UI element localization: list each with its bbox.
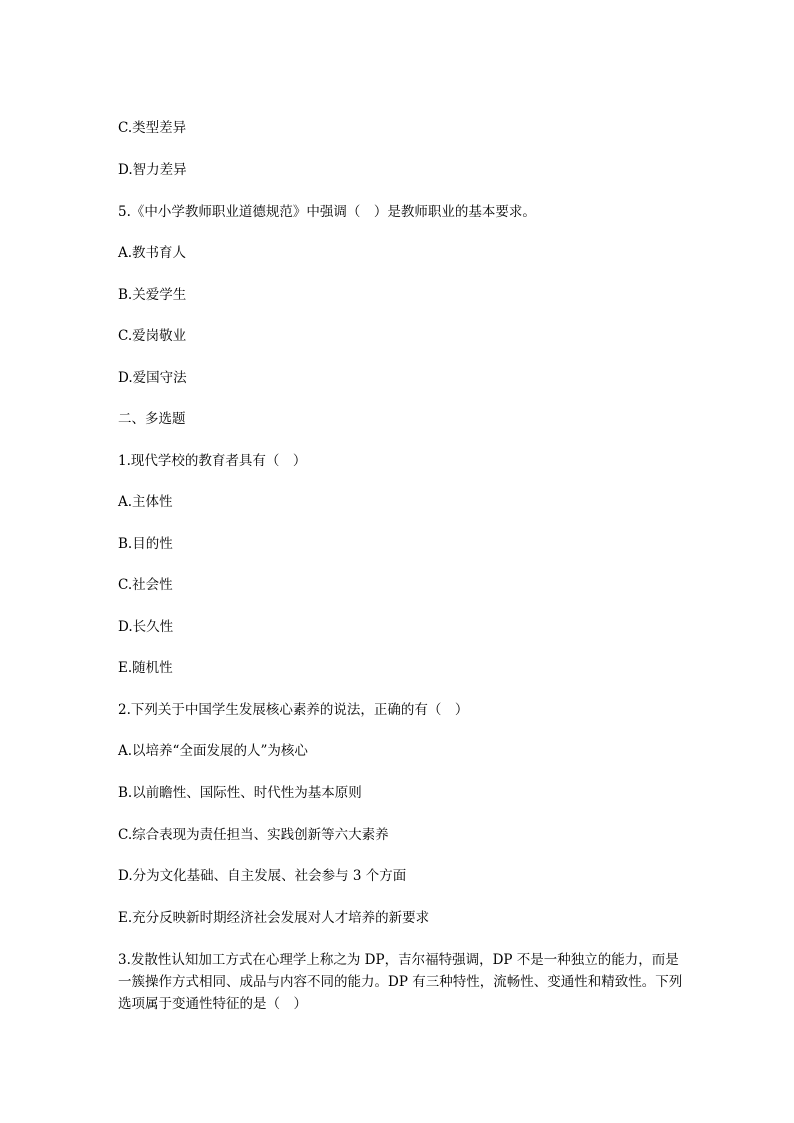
mc1-option-d: D.长久性 bbox=[118, 619, 174, 635]
mc2-option-d: D.分为文化基础、自主发展、社会参与 3 个方面 bbox=[118, 868, 407, 884]
mc1-option-e: E.随机性 bbox=[118, 660, 173, 676]
mc1-option-c: C.社会性 bbox=[118, 577, 173, 593]
mc1-option-a: A.主体性 bbox=[118, 494, 173, 510]
mc-question-3: 3.发散性认知加工方式在心理学上称之为 DP，吉尔福特强调，DP 不是一种独立的能力，而是一簇操作方式相同、成品与内容不同的能力。DP 有三种特性，流畅性、变通性和精致性。下列选项属于变通性特征的是（ ） bbox=[118, 952, 683, 1012]
mc-question-2: 2.下列关于中国学生发展核心素养的说法，正确的有（ ） bbox=[118, 702, 469, 718]
mc2-option-b: B.以前瞻性、国际性、时代性为基本原则 bbox=[118, 785, 362, 801]
option-d-line: D.智力差异 bbox=[118, 162, 187, 178]
section-heading-multiple-choice: 二、多选题 bbox=[118, 411, 186, 427]
mc2-option-c: C.综合表现为责任担当、实践创新等六大素养 bbox=[118, 827, 389, 843]
q5-option-a: A.教书育人 bbox=[118, 245, 187, 261]
q5-option-b: B.关爱学生 bbox=[118, 287, 187, 303]
mc2-option-a: A.以培养“全面发展的人”为核心 bbox=[118, 743, 308, 759]
mc-question-1: 1.现代学校的教育者具有（ ） bbox=[118, 453, 307, 469]
option-c-line: C.类型差异 bbox=[118, 120, 187, 136]
q5-option-d: D.爱国守法 bbox=[118, 370, 187, 386]
question-5: 5.《中小学教师职业道德规范》中强调（ ）是教师职业的基本要求。 bbox=[118, 204, 536, 220]
q5-option-c: C.爱岗敬业 bbox=[118, 328, 187, 344]
mc2-option-e: E.充分反映新时期经济社会发展对人才培养的新要求 bbox=[118, 910, 430, 926]
mc1-option-b: B.目的性 bbox=[118, 536, 173, 552]
